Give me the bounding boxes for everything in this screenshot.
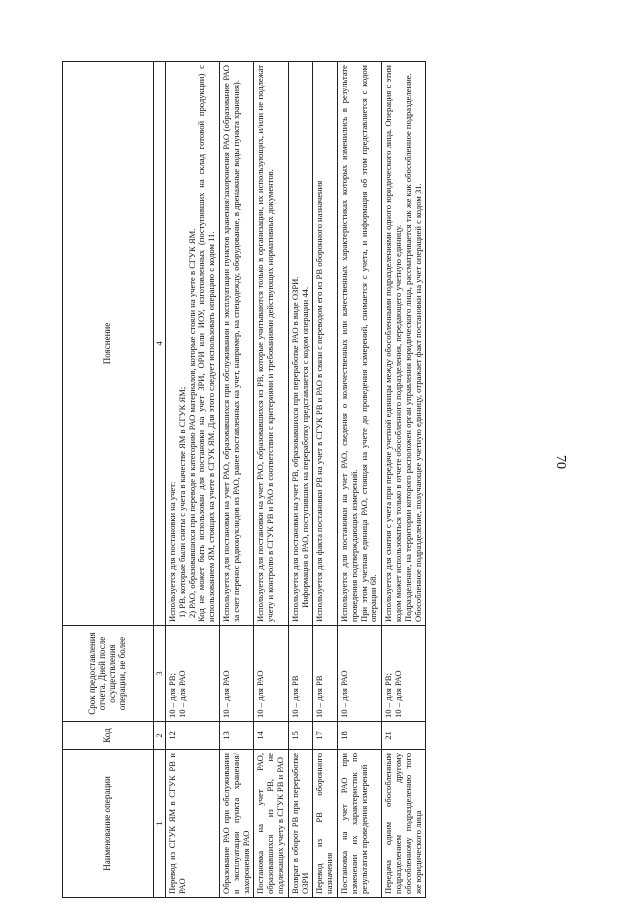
deadline-cell <box>313 626 338 722</box>
header-operation-name: Наименование операции <box>63 750 154 898</box>
explanation-cell <box>219 62 253 626</box>
explanation-line: 1) РВ, которые были сняты с учета в качестве ЯМ в СГУК ЯМ; <box>176 386 187 618</box>
explanation-line: 2) РАО, образовавшихся при переводе в категорию РАО материалов, которые стояли на учете в СГУК ЯМ. <box>186 228 197 618</box>
deadline-line: 10 – для РАО <box>255 670 266 718</box>
deadline-cell <box>166 626 220 722</box>
column-number: 3 <box>154 626 166 722</box>
explanation-line: Обособленное подразделение, получающее учетную единицу, отражает факт постановки на учет операцией с кодом 31. <box>412 183 423 622</box>
explanation-line: Используется для постановки на учет: <box>167 481 177 622</box>
explanation-line: Используется для постановки на учет РВ, образовавшихся при переработке РАО в виде ОЗРИ. <box>289 276 300 622</box>
explanation-cell <box>288 62 313 626</box>
operation-code: 15 <box>288 722 313 750</box>
explanation-cell <box>382 62 426 626</box>
explanation-cell <box>337 62 381 626</box>
explanation-cell <box>166 62 220 626</box>
explanation-line: Код не может быть использован для постановки на учет ЗРИ, ОРИ или ИОУ, изготовленных (поступивших на склад готовой продукции) с использованием ЯМ, стоящих на учете в СГУК ЯМ. Для этого следует использовать операцию с кодом 11. <box>196 65 217 622</box>
table-row <box>219 62 253 898</box>
operation-name: Образование РАО при обслуживании и эксплуатации пункта хранения/ захоронения РАО <box>219 750 253 898</box>
deadline-line: 10 – для РАО <box>220 670 231 718</box>
operations-table <box>62 61 426 898</box>
table-row <box>254 62 288 898</box>
operation-name: Постановка на учет РАО при изменении их характеристик по результатам проведения измерений <box>337 750 381 898</box>
explanation-line: При этом учетная единица РАО, стоящая на учете до проведения измерений, снимается с учета, и информация об этом представляется с кодом операции 68. <box>358 65 379 622</box>
table-row <box>382 62 426 898</box>
explanation-line: Подразделение, на территории которого расположен орган управления юридического лица, рассматривается так же как обособленное подразделение. <box>402 73 413 622</box>
deadline-line: 10 – для РВ <box>314 675 325 718</box>
operation-code: 12 <box>166 722 220 750</box>
operation-name: Перевод из РВ оборонного назначения <box>313 750 338 898</box>
operation-code: 17 <box>313 722 338 750</box>
page-number: 70 <box>553 455 568 469</box>
deadline-line: 10 – для РВ; <box>383 673 394 718</box>
operation-code: 13 <box>219 722 253 750</box>
column-number: 2 <box>154 722 166 750</box>
deadline-line: 10 – для РАО <box>338 670 349 718</box>
header-code: Код <box>63 722 154 750</box>
header-deadline: Срок предоставления отчета. Дней после осуществления операции, не более <box>63 626 154 722</box>
explanation-line: Используется для постановки на учет РАО, сведения о количественных или качественных характеристиках которых изменились в результате проведения подтверждающих измерений. <box>338 65 359 622</box>
operation-name: Возврат в оборот РВ при переработке ОЗРИ <box>288 750 313 898</box>
explanation-cell <box>313 62 338 626</box>
deadline-cell <box>254 626 288 722</box>
table-row <box>166 62 220 898</box>
operation-name: Перевод из СГУК ЯМ в СГУК РВ и РАО <box>166 750 220 898</box>
explanation-line: Используется для факта постановки РВ на учет в СГУК РВ и РАО в связи с переводом его из РВ оборонного назначения <box>314 180 325 622</box>
operation-code: 14 <box>254 722 288 750</box>
operation-name: Передача одним обособленным подразделением другому обособленному подразделению того же юридического лица <box>382 750 426 898</box>
column-number: 1 <box>154 750 166 898</box>
deadline-line: 10 – для РАО <box>392 670 403 718</box>
column-number: 4 <box>154 62 166 626</box>
rotated-table-wrapper <box>62 62 562 898</box>
table-row <box>288 62 313 898</box>
column-number-row <box>154 62 166 898</box>
table-row <box>337 62 381 898</box>
deadline-cell <box>382 626 426 722</box>
header-row <box>63 62 154 898</box>
deadline-line: 10 – для РВ <box>289 675 300 718</box>
deadline-line: 10 – для РАО <box>176 670 187 718</box>
header-explanation: Пояснение <box>63 62 154 626</box>
explanation-line: Используется для снятия с учета при передаче учетной единицы между обособленными подразделениями одного юридического лица. Операция с этим кодом может использоваться только в отчете обособленного подразделения, передающего учетную единицу. <box>383 65 403 622</box>
explanation-line: Используется для постановки на учет РАО, образовавшихся при обслуживании и эксплуатации пунктов хранения/захоронения РАО (образование РАО за счет перенос радионуклидов из РАО, ранее поставленных на учет, например, на спецодежду, оборудование, в дренажные воды пункта хранения). <box>220 65 241 622</box>
deadline-cell <box>288 626 313 722</box>
operation-code: 18 <box>337 722 381 750</box>
deadline-cell <box>337 626 381 722</box>
operation-name: Постановка на учет РАО, образовавшихся из РВ, не подлежащих учету в СГУК РВ и РАО <box>254 750 288 898</box>
table-row <box>313 62 338 898</box>
explanation-line: Используется для постановки на учет РАО, образовавшихся из РВ, которые учитываются только в организации, их использующих, и/или не подлежат учету и контролю в СГУК РВ и РАО в соответствии с критериями и требованиями действующих нормативных документов. <box>255 65 276 622</box>
explanation-cell <box>254 62 288 626</box>
explanation-line: Информация о РАО, поступивших на переработку представляется с кодом операции 44. <box>299 286 310 608</box>
deadline-line: 10 – для РВ; <box>167 673 177 718</box>
operation-code: 21 <box>382 722 426 750</box>
deadline-cell <box>219 626 253 722</box>
